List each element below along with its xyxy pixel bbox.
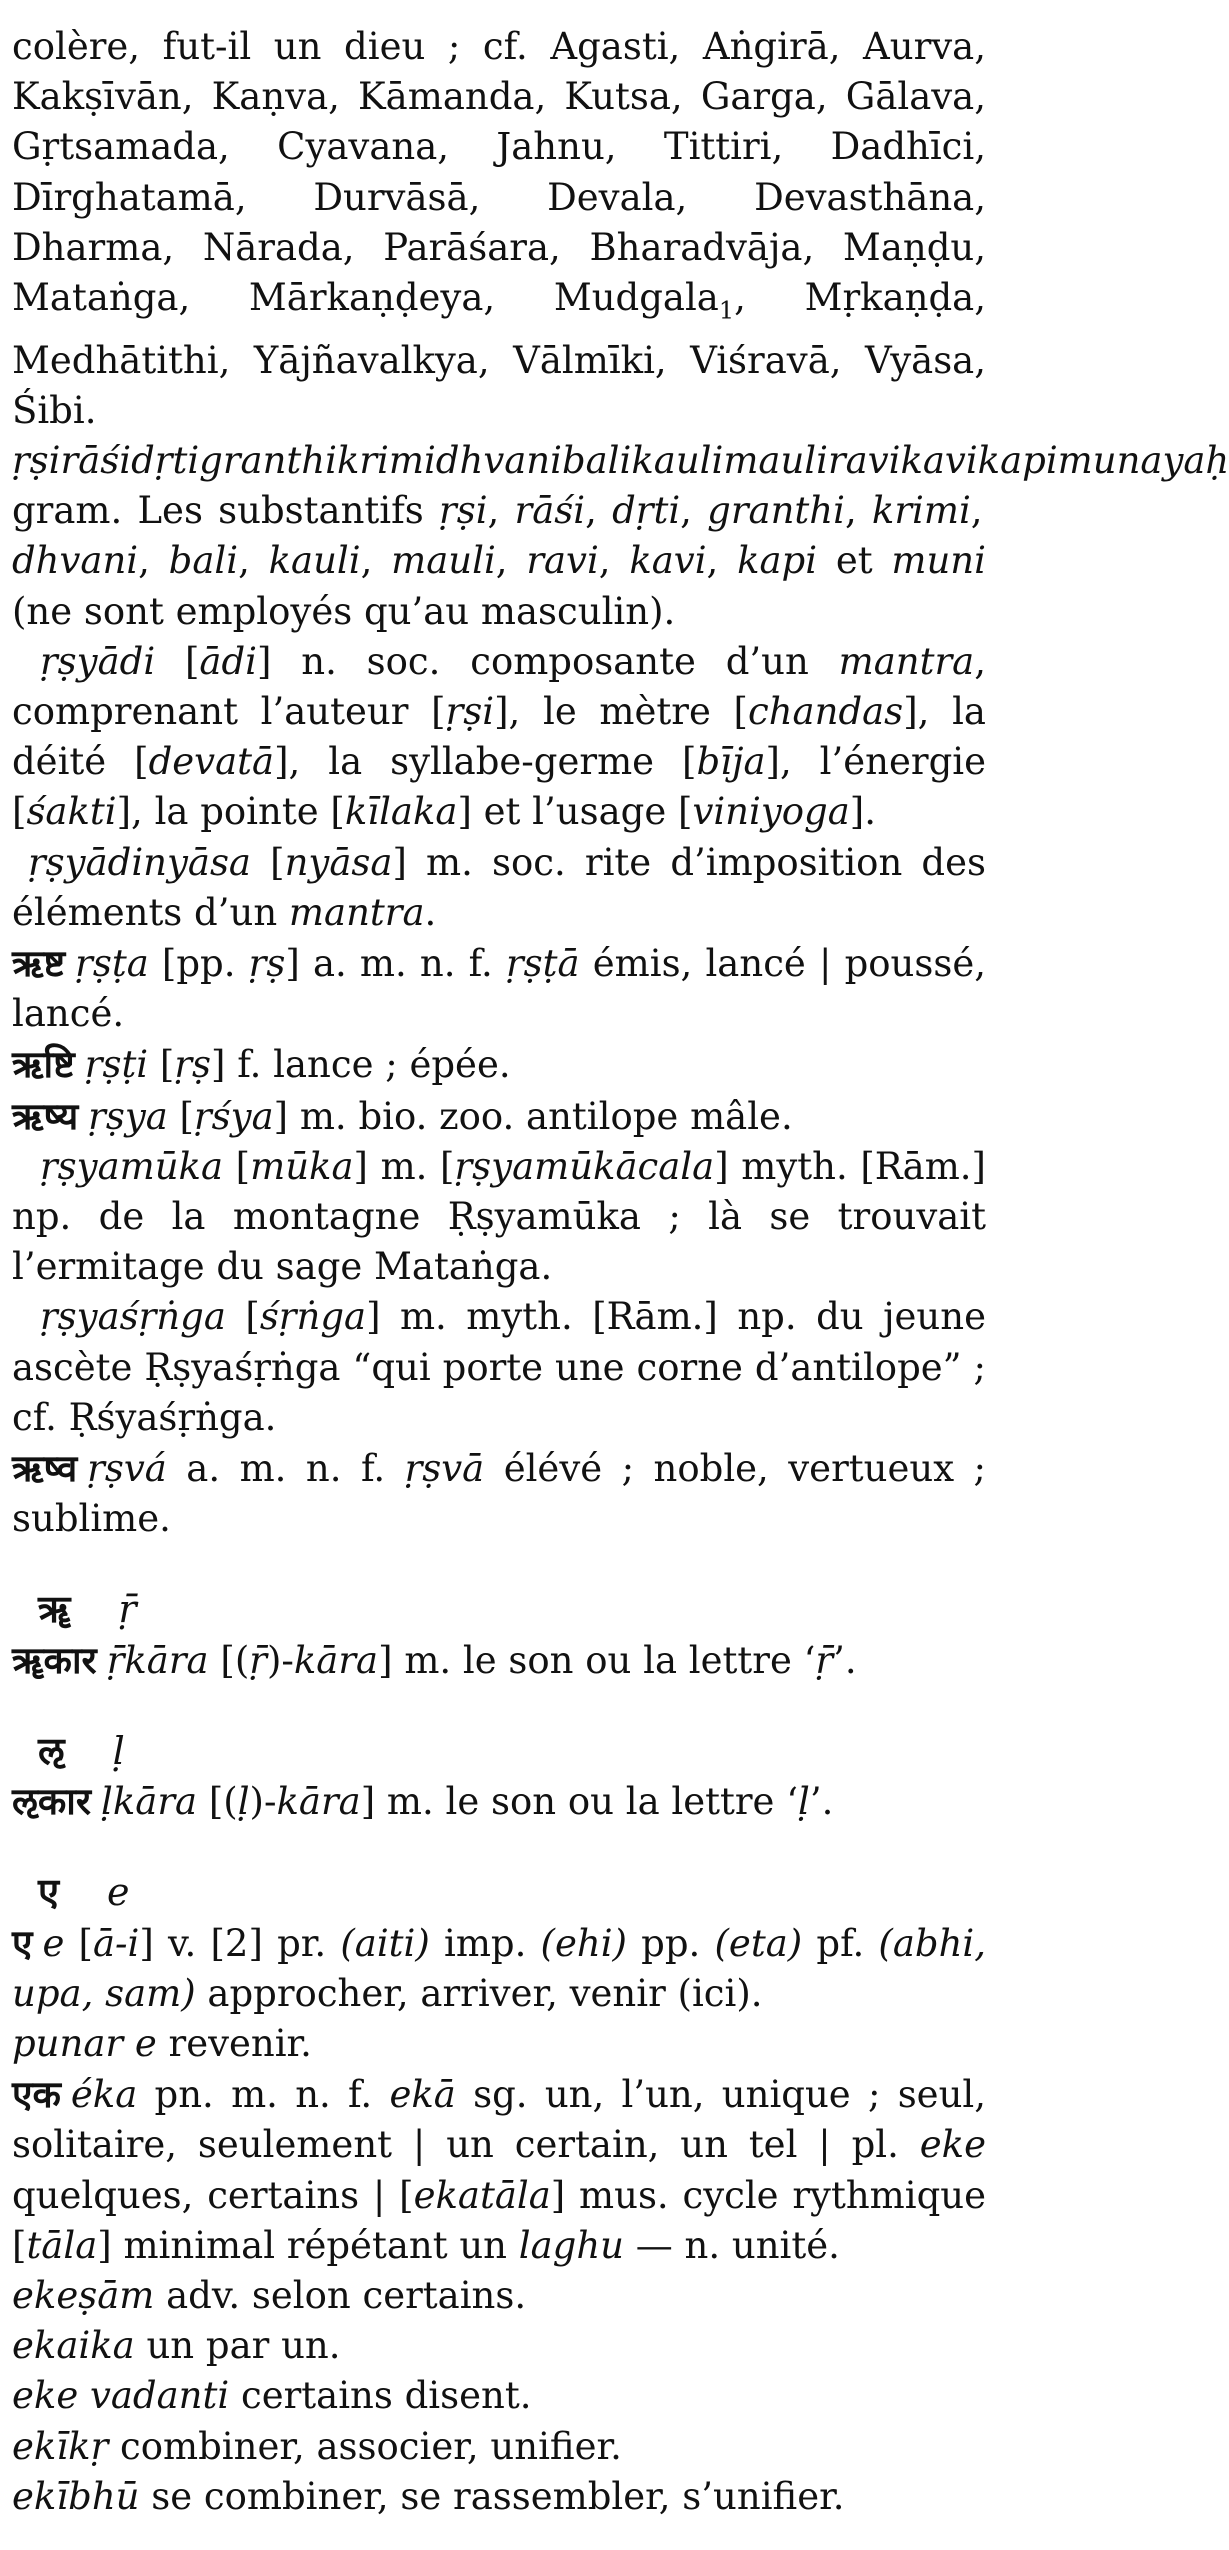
section-gap bbox=[12, 1686, 986, 1726]
transliterated-letter: e bbox=[107, 1870, 130, 1915]
italic-term: tāla bbox=[26, 2223, 98, 2267]
dictionary-entry bbox=[12, 1635, 986, 1686]
italic-term: (ehi) bbox=[540, 1921, 627, 1965]
entry-text: approcher, arriver, venir (ici). bbox=[195, 1971, 763, 2015]
section-gap bbox=[12, 1544, 986, 1584]
entry-text: ’. bbox=[833, 1638, 857, 1682]
italic-term: ṛṣyamūkācala bbox=[454, 1144, 715, 1188]
italic-term: ṛṣi bbox=[439, 489, 488, 533]
italic-term: ḷ bbox=[237, 1780, 250, 1824]
entry-text: ] myth. [Rām.] np. de la montagne Ṛṣyamūka ; là se trouvait l’ermitage du sage Mataṅga. bbox=[12, 1144, 986, 1289]
italic-term: ṛṣyādi bbox=[40, 639, 156, 683]
entry-text: [pp. bbox=[148, 942, 249, 986]
italic-term: ṛṣyādinyāsa bbox=[28, 840, 251, 884]
italic-term: ekeṣām bbox=[12, 2273, 155, 2317]
entry-text: [( bbox=[208, 1638, 250, 1682]
italic-term: ṛṣṭi bbox=[84, 1043, 149, 1087]
italic-term: ravi bbox=[526, 539, 599, 583]
devanagari-headword: ॠकार bbox=[12, 1637, 97, 1682]
dictionary-entry bbox=[12, 2321, 986, 2371]
entry-text: gram. Les substantifs bbox=[12, 489, 440, 533]
entry-text: [ bbox=[167, 1094, 194, 1138]
italic-term: ādi bbox=[199, 639, 257, 683]
homonym-index: 1 bbox=[718, 296, 735, 325]
italic-term: ṛṣṭā bbox=[505, 942, 580, 986]
entry-text: , bbox=[844, 489, 872, 533]
entry-text: , Mṛkaṇḍa, Medhātithi, Yājñavalkya, Vālmīki, Viśravā, Vyāsa, Śibi. bbox=[12, 276, 986, 432]
dictionary-entry bbox=[12, 2422, 986, 2472]
dictionary-entry bbox=[12, 1776, 986, 1827]
entry-text: ] et l’usage [ bbox=[457, 790, 693, 834]
italic-term: ṛṣyamūka bbox=[40, 1144, 224, 1188]
italic-term: laghu bbox=[518, 2223, 625, 2267]
letter-section-heading bbox=[12, 1584, 986, 1634]
entry-text: certains disent. bbox=[229, 2374, 532, 2418]
entry-text: adv. selon certains. bbox=[154, 2273, 527, 2317]
italic-term: ṛṣṭa bbox=[75, 942, 149, 986]
italic-term: dṛti bbox=[612, 489, 681, 533]
entry-text: ], le mètre [ bbox=[494, 690, 748, 734]
entry-text: ] m. [ bbox=[353, 1144, 455, 1188]
devanagari-headword: ए bbox=[12, 1920, 33, 1965]
italic-term: punar e bbox=[12, 2021, 157, 2065]
entry-text: ] m. le son ou la lettre ‘ bbox=[360, 1780, 798, 1824]
italic-term: ṝkāra bbox=[106, 1638, 209, 1682]
italic-term: ekā bbox=[389, 2073, 456, 2117]
dictionary-entry bbox=[12, 1918, 986, 2019]
entry-text: émis, lancé | poussé, lancé. bbox=[12, 942, 987, 1036]
entry-text: — n. unité. bbox=[624, 2223, 840, 2267]
entry-text: [( bbox=[197, 1780, 238, 1824]
italic-term: ṛṣ bbox=[248, 942, 286, 986]
italic-term: e bbox=[42, 1921, 65, 1965]
dictionary-entry bbox=[12, 1142, 986, 1293]
dictionary-entry bbox=[12, 1292, 986, 1443]
dictionary-entry bbox=[12, 22, 986, 436]
entry-text: et bbox=[817, 539, 892, 583]
entry-text: , comprenant l’auteur [ bbox=[12, 639, 987, 734]
entry-text: colère, fut-il un dieu ; cf. Agasti, Aṅgirā, Aurva, Kakṣīvān, Kaṇva, Kāmanda, Kutsa, Garga, Gālava, Gṛtsamada, Cyavana, Jahnu, Tittiri, Dadhīci, Dīrghatamā, Durvāsā, Devala, Devasthāna, Dharma, Nārada, Parāśara, Bharadvāja, Maṇḍu, Mataṅga, Mārkaṇḍeya, Mudgala bbox=[12, 25, 986, 320]
devanagari-letter: ऌ bbox=[38, 1727, 65, 1773]
italic-term: kāra bbox=[293, 1638, 379, 1682]
italic-term: ekībhū bbox=[12, 2474, 140, 2518]
entry-text: ], la déité [ bbox=[12, 690, 986, 784]
dictionary-entry bbox=[12, 2271, 986, 2321]
italic-term: mantra bbox=[838, 639, 975, 683]
entry-text: a. m. n. f. bbox=[166, 1447, 405, 1491]
transliterated-letter: ṝ bbox=[118, 1587, 137, 1632]
entry-text: ] v. [2] pr. bbox=[139, 1921, 341, 1965]
italic-term: ekatāla bbox=[413, 2173, 551, 2217]
entry-text: , bbox=[238, 539, 269, 583]
dictionary-entry bbox=[12, 2019, 986, 2069]
italic-term: kauli bbox=[268, 539, 361, 583]
entry-text: [ bbox=[148, 1043, 175, 1087]
italic-term: ḷkāra bbox=[101, 1780, 198, 1824]
entry-text: , bbox=[495, 539, 527, 583]
entry-text: revenir. bbox=[156, 2021, 312, 2065]
italic-term: śṛṅga bbox=[259, 1295, 367, 1339]
italic-term: granthi bbox=[707, 489, 845, 533]
entry-text: ], la pointe [ bbox=[116, 790, 345, 834]
italic-term: ekaika bbox=[12, 2324, 135, 2368]
italic-term: kīlaka bbox=[344, 790, 458, 834]
italic-term: ṛṣvá bbox=[87, 1447, 167, 1491]
entry-text: , bbox=[487, 489, 515, 533]
italic-term: rāśi bbox=[514, 489, 586, 533]
italic-term: (eta) bbox=[714, 1921, 803, 1965]
italic-term: kapi bbox=[737, 539, 818, 583]
entry-text: [ bbox=[155, 639, 200, 683]
entry-text: ], l’énergie [ bbox=[12, 740, 986, 834]
transliterated-letter: ḷ bbox=[112, 1728, 125, 1773]
entry-text: se combiner, se rassembler, s’unifier. bbox=[139, 2474, 845, 2518]
italic-term: mūka bbox=[250, 1144, 354, 1188]
entry-text: ] m. bio. zoo. antilope mâle. bbox=[273, 1094, 793, 1138]
entry-text: , bbox=[970, 489, 983, 533]
dictionary-entry bbox=[12, 436, 1229, 637]
letter-section-heading bbox=[12, 1726, 986, 1776]
entry-text: , bbox=[360, 539, 392, 583]
entry-text: ] f. lance ; épée. bbox=[211, 1043, 511, 1087]
entry-text: , bbox=[585, 489, 613, 533]
entry-text: ] m. myth. [Rām.] np. du jeune ascète Ṛṣyaśṛṅga “qui porte une corne d’antilope” ; cf. Ṛśyaśṛṅga. bbox=[12, 1295, 986, 1439]
entry-text: , bbox=[598, 539, 630, 583]
entry-text: quelques, certains | [ bbox=[12, 2173, 414, 2217]
entry-text: ] a. m. n. f. bbox=[285, 942, 506, 986]
devanagari-headword: ऋष्ट bbox=[12, 941, 66, 986]
italic-term: ṛśya bbox=[194, 1094, 274, 1138]
italic-term: ṛṣirāśidṛtigranthikrimidhvanibalikaulimauliravikavikapimunayaḥ bbox=[12, 439, 1229, 483]
italic-term: dhvani bbox=[12, 539, 139, 583]
entry-text: un par un. bbox=[134, 2324, 341, 2368]
dictionary-entry bbox=[12, 838, 986, 938]
section-gap bbox=[12, 1827, 986, 1867]
entry-text: )- bbox=[266, 1638, 294, 1682]
dictionary-entry bbox=[12, 2472, 986, 2522]
italic-term: ṝ bbox=[249, 1638, 267, 1682]
entry-text: ]. bbox=[849, 790, 876, 834]
entry-text: , bbox=[706, 539, 738, 583]
devanagari-letter: ॠ bbox=[38, 1586, 71, 1632]
entry-text: combiner, associer, unifier. bbox=[108, 2424, 622, 2468]
entry-text: ] m. le son ou la lettre ‘ bbox=[378, 1638, 816, 1682]
italic-term: eke bbox=[919, 2123, 986, 2167]
dictionary-entry bbox=[12, 2371, 986, 2421]
dictionary-entry bbox=[12, 637, 986, 838]
entry-text: [ bbox=[64, 1921, 93, 1965]
italic-term: ekīkṛ bbox=[12, 2424, 109, 2468]
entry-text: ] n. soc. composante d’un bbox=[257, 639, 839, 683]
entry-text: pf. bbox=[802, 1921, 879, 1965]
italic-term: devatā bbox=[148, 740, 275, 784]
italic-term: mantra bbox=[288, 890, 425, 934]
entry-text: , bbox=[138, 539, 169, 583]
italic-term: ṝ bbox=[815, 1638, 834, 1682]
italic-term: éka bbox=[70, 2073, 138, 2117]
entry-text: ] minimal répétant un bbox=[97, 2223, 519, 2267]
entry-text: [ bbox=[225, 1295, 260, 1339]
dictionary-entry bbox=[12, 2069, 986, 2271]
dictionary-entry bbox=[12, 1091, 986, 1142]
entry-text: pn. m. n. f. bbox=[137, 2073, 390, 2117]
italic-term: nyāsa bbox=[284, 840, 393, 884]
italic-term: krimi bbox=[871, 489, 971, 533]
devanagari-headword: ऌकार bbox=[12, 1779, 91, 1824]
italic-term: chandas bbox=[748, 690, 904, 734]
italic-term: (abhi, upa, sam) bbox=[12, 1921, 987, 2015]
entry-text: élévé ; noble, vertueux ; sublime. bbox=[12, 1447, 986, 1541]
italic-term: muni bbox=[891, 539, 986, 583]
italic-term: bali bbox=[168, 539, 239, 583]
italic-term: ṛṣi bbox=[445, 690, 495, 734]
italic-term: ṛṣvā bbox=[404, 1447, 485, 1491]
italic-term: ṛṣyaśṛṅga bbox=[40, 1295, 226, 1339]
italic-term: ṛṣya bbox=[88, 1094, 168, 1138]
italic-term: (aiti) bbox=[340, 1921, 430, 1965]
italic-term: viniyoga bbox=[692, 790, 850, 834]
entry-text: sg. un, l’un, unique ; seul, solitaire, seulement | un certain, un tel | pl. bbox=[12, 2073, 987, 2167]
italic-term: eke vadanti bbox=[12, 2374, 230, 2418]
entry-text: ], la syllabe-germe [ bbox=[274, 740, 697, 784]
dictionary-entry bbox=[12, 1039, 986, 1090]
entry-text: (ne sont employés qu’au masculin). bbox=[12, 589, 676, 633]
italic-term: śakti bbox=[26, 790, 117, 834]
italic-term: mauli bbox=[391, 539, 496, 583]
entry-text: , bbox=[680, 489, 708, 533]
entry-text: ] mus. cycle rythmique [ bbox=[12, 2173, 986, 2267]
dictionary-entry bbox=[12, 938, 986, 1039]
dictionary-entry bbox=[12, 1443, 986, 1544]
entry-text: [ bbox=[251, 840, 285, 884]
devanagari-headword: एक bbox=[12, 2072, 61, 2117]
entry-text: [ bbox=[223, 1144, 251, 1188]
entry-text: )- bbox=[249, 1780, 277, 1824]
entry-text: imp. bbox=[429, 1921, 541, 1965]
letter-section-heading bbox=[12, 1867, 986, 1917]
devanagari-letter: ए bbox=[38, 1869, 60, 1915]
entry-text: pp. bbox=[626, 1921, 715, 1965]
italic-term: bīja bbox=[696, 740, 766, 784]
entry-text: ’. bbox=[809, 1780, 834, 1824]
entry-text: . bbox=[424, 890, 437, 934]
italic-term: kāra bbox=[276, 1780, 361, 1824]
italic-term: ḷ bbox=[797, 1780, 810, 1824]
italic-term: ṛṣ bbox=[174, 1043, 212, 1087]
entry-text: ] m. soc. rite d’imposition des éléments d’un bbox=[12, 840, 986, 934]
devanagari-headword: ऋष्य bbox=[12, 1093, 79, 1138]
devanagari-headword: ऋष्टि bbox=[12, 1042, 75, 1087]
devanagari-headword: ऋष्व bbox=[12, 1446, 78, 1491]
italic-term: ā-i bbox=[93, 1921, 140, 1965]
italic-term: kavi bbox=[629, 539, 707, 583]
